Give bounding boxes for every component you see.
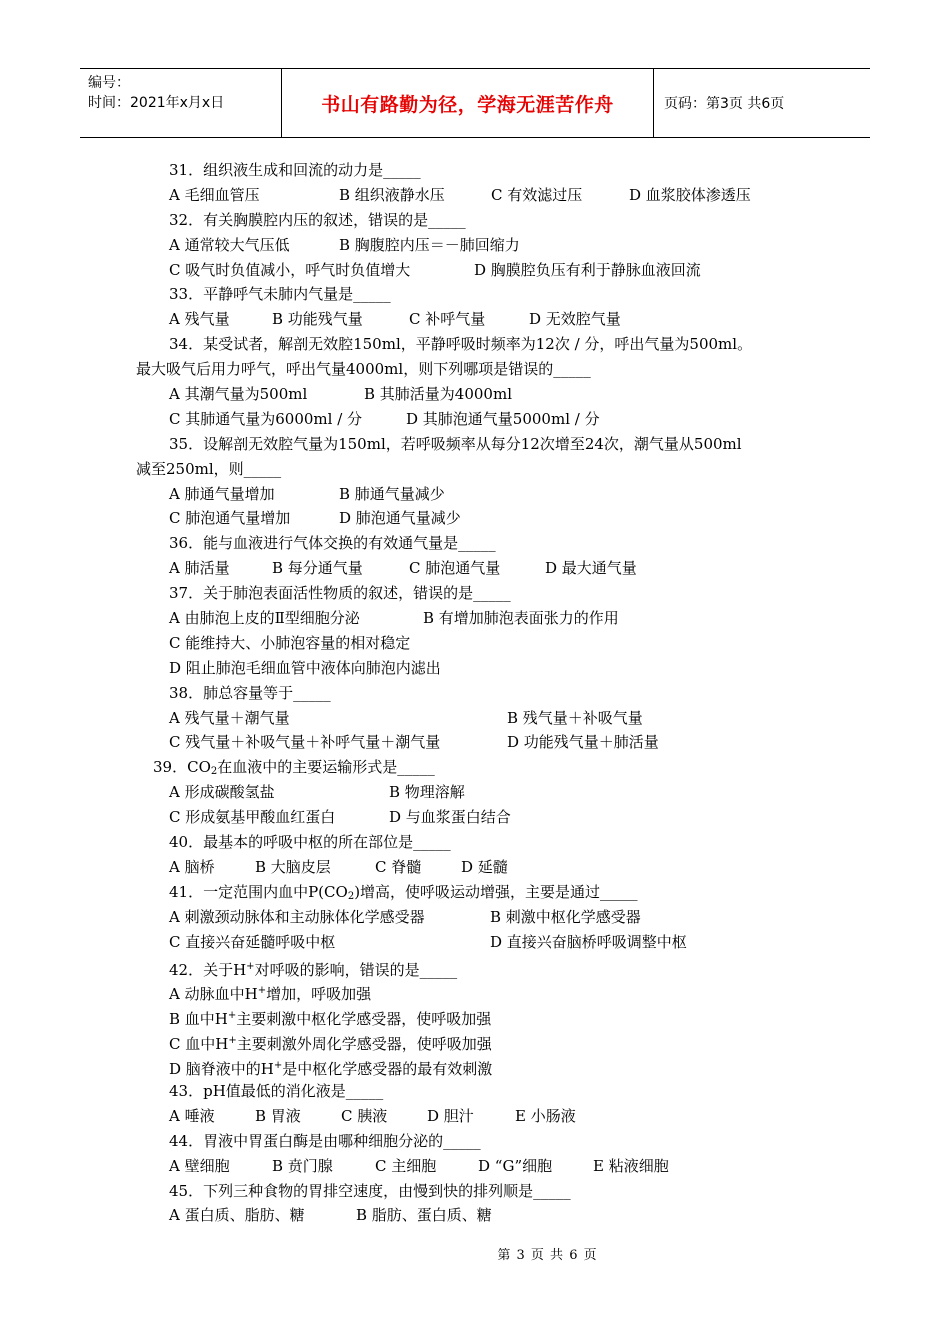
question-line — [136, 581, 826, 606]
answer-option: B 物理溶解 — [389, 783, 465, 802]
text-segment: 45．下列三种食物的胃排空速度，由慢到快的排列顺是_____ — [169, 1181, 571, 1200]
text-segment: C 肺泡通气量增加 — [169, 509, 291, 528]
line-text — [169, 961, 457, 979]
option-line — [136, 183, 826, 208]
text-segment: 41．一定范围内血中P(CO — [169, 882, 348, 901]
option-line — [136, 979, 826, 1004]
question-line — [136, 955, 826, 980]
text-segment: A 残气量 — [169, 310, 230, 329]
line-text — [169, 1060, 492, 1078]
line-text — [169, 609, 360, 627]
text-segment: 主要刺激中枢化学感受器，使呼吸加强 — [236, 1010, 492, 1029]
text-segment: A 脑桥 — [169, 857, 215, 876]
answer-option: D 血浆胶体渗透压 — [629, 185, 751, 204]
text-segment: C 吸气时负值减小，呼气时负值增大 — [169, 260, 411, 279]
option-line — [136, 805, 826, 830]
text-segment: A 由肺泡上皮的Ⅱ型细胞分泌 — [169, 609, 360, 628]
text-segment: D 阻止肺泡毛细血管中液体向肺泡内滤出 — [169, 658, 441, 677]
header-motto: 书山有路勤为径，学海无涯苦作舟 — [282, 69, 654, 137]
option-line — [136, 706, 826, 731]
option-line — [136, 656, 826, 681]
question-line — [136, 1079, 826, 1104]
answer-option: D 其肺泡通气量5000ml / 分 — [406, 409, 600, 428]
question-line — [136, 457, 826, 482]
option-line — [136, 855, 826, 880]
line-text — [169, 1035, 492, 1053]
answer-option: D 与血浆蛋白结合 — [389, 808, 511, 827]
text-segment: 对呼吸的影响，错误的是_____ — [254, 960, 458, 979]
line-text — [169, 908, 425, 926]
text-segment: 40．最基本的呼吸中枢的所在部位是_____ — [169, 833, 451, 852]
superscript: + — [227, 1010, 237, 1022]
option-line — [136, 606, 826, 631]
answer-option: B 胃液 — [255, 1106, 301, 1125]
text-segment: 最大吸气后用力呼气，呼出气量4000ml，则下列哪项是错误的_____ — [136, 360, 591, 379]
text-segment: 32．有关胸膜腔内压的叙述，错误的是_____ — [169, 210, 466, 229]
line-text — [169, 261, 410, 279]
answer-option: B 贲门腺 — [272, 1156, 333, 1175]
option-line — [136, 1029, 826, 1054]
document-date: 时间：2021年x月x日 — [88, 95, 225, 111]
answer-option: C 补呼气量 — [409, 310, 486, 329]
text-segment: 是中枢化学感受器的最有效刺激 — [282, 1060, 493, 1079]
text-segment: C 能维持大、小肺泡容量的相对稳定 — [169, 633, 411, 652]
text-segment: A 肺通气量增加 — [169, 484, 275, 503]
question-list — [136, 158, 826, 1228]
line-text — [169, 211, 466, 229]
answer-option: B 残气量＋补吸气量 — [507, 708, 643, 727]
text-segment: D 脑脊液中的H — [169, 1060, 274, 1079]
header-meta — [80, 69, 282, 137]
question-line — [136, 432, 826, 457]
option-line — [136, 382, 826, 407]
answer-option: B 组织液静水压 — [339, 185, 445, 204]
document-number: 编号： — [88, 75, 130, 91]
line-text — [169, 733, 440, 751]
text-segment: A 刺激颈动脉体和主动脉体化学感受器 — [169, 907, 425, 926]
line-text — [169, 933, 335, 951]
line-text — [169, 161, 421, 179]
line-text — [169, 833, 451, 851]
question-line — [136, 158, 826, 183]
text-segment: 38．肺总容量等于_____ — [169, 683, 331, 702]
option-line — [136, 1004, 826, 1029]
text-segment: C 直接兴奋延髓呼吸中枢 — [169, 932, 336, 951]
text-segment: 37．关于肺泡表面活性物质的叙述，错误的是_____ — [169, 584, 511, 603]
text-segment: C 其肺通气量为6000ml / 分 — [169, 409, 363, 428]
line-text — [169, 410, 362, 428]
answer-option: C 肺泡通气量 — [409, 559, 501, 578]
answer-option: D 功能残气量＋肺活量 — [507, 733, 659, 752]
text-segment: 在血液中的主要运输形式是_____ — [217, 758, 435, 777]
text-segment: A 肺活量 — [169, 559, 230, 578]
question-line — [136, 208, 826, 233]
option-line — [136, 1154, 826, 1179]
line-text — [169, 659, 441, 677]
answer-option: C 有效滤过压 — [491, 185, 583, 204]
line-text — [169, 236, 290, 254]
answer-option: C 胰液 — [341, 1106, 388, 1125]
text-segment: A 蛋白质、脂肪、糖 — [169, 1206, 305, 1225]
line-text — [169, 385, 307, 403]
text-segment: 39．CO — [153, 758, 211, 777]
line-text — [169, 985, 371, 1003]
option-line — [136, 1104, 826, 1129]
answer-option: C 主细胞 — [375, 1156, 437, 1175]
answer-option: D 肺泡通气量减少 — [339, 509, 461, 528]
line-text — [169, 858, 215, 876]
line-text — [169, 485, 275, 503]
answer-option: E 粘液细胞 — [593, 1156, 669, 1175]
option-line — [136, 730, 826, 755]
option-line — [136, 482, 826, 507]
line-text — [169, 559, 230, 577]
answer-option: D 无效腔气量 — [529, 310, 621, 329]
line-text — [169, 534, 496, 552]
line-text — [169, 186, 260, 204]
text-segment: A 通常较大气压低 — [169, 235, 290, 254]
superscript: + — [257, 985, 267, 997]
question-line — [136, 332, 826, 357]
line-text — [136, 360, 591, 378]
option-line — [136, 258, 826, 283]
line-text — [169, 1182, 571, 1200]
question-line — [136, 830, 826, 855]
line-text — [169, 1206, 305, 1224]
option-line — [136, 556, 826, 581]
text-segment: C 形成氨基甲酸血红蛋白 — [169, 808, 336, 827]
answer-option: B 其肺活量为4000ml — [364, 385, 512, 404]
text-segment: A 动脉血中H — [169, 985, 258, 1004]
answer-option: C 脊髓 — [375, 857, 422, 876]
answer-option: D 直接兴奋脑桥呼吸调整中枢 — [490, 932, 687, 951]
header-page-info: 页码：第3页 共6页 — [664, 96, 785, 112]
page-footer: 第 3 页 共 6 页 — [497, 1248, 598, 1263]
question-line — [136, 681, 826, 706]
text-segment: 36．能与血液进行气体交换的有效通气量是_____ — [169, 534, 496, 553]
line-text — [169, 783, 275, 801]
answer-option: B 肺通气量减少 — [339, 484, 445, 503]
question-line — [136, 357, 826, 382]
text-segment: A 残气量＋潮气量 — [169, 708, 290, 727]
answer-option: B 胸腹腔内压＝－肺回缩力 — [339, 235, 520, 254]
answer-option: D 最大通气量 — [545, 559, 637, 578]
option-line — [136, 930, 826, 955]
answer-option: B 脂肪、蛋白质、糖 — [356, 1206, 492, 1225]
line-text — [169, 335, 752, 353]
answer-option: D 胸膜腔负压有利于静脉血液回流 — [474, 260, 701, 279]
question-line — [136, 1179, 826, 1204]
text-segment: C 血中H — [169, 1035, 229, 1054]
line-text — [169, 509, 290, 527]
line-text — [169, 634, 410, 652]
line-text — [169, 1010, 491, 1028]
question-line — [136, 1129, 826, 1154]
answer-option: D 延髓 — [461, 857, 508, 876]
text-segment: 主要刺激外周化学感受器，使呼吸加强 — [236, 1035, 492, 1054]
text-segment: 增加，呼吸加强 — [266, 985, 372, 1004]
question-line — [136, 755, 826, 780]
answer-option: B 功能残气量 — [272, 310, 363, 329]
text-segment: A 毛细血管压 — [169, 185, 260, 204]
answer-option: B 刺激中枢化学感受器 — [490, 907, 641, 926]
superscript: + — [228, 1035, 237, 1047]
question-line — [136, 282, 826, 307]
text-segment: C 残气量＋补吸气量＋补呼气量＋潮气量 — [169, 733, 441, 752]
text-segment: 35．设解剖无效腔气量为150ml，若呼吸频率从每分12次增至24次，潮气量从500ml — [169, 434, 742, 453]
question-line — [136, 531, 826, 556]
line-text — [169, 1082, 383, 1100]
text-segment: 42．关于H — [169, 960, 247, 979]
option-line — [136, 1054, 826, 1079]
line-text — [169, 1107, 215, 1125]
text-segment: )增高，使呼吸运动增强，主要是通过_____ — [354, 882, 638, 901]
text-segment: B 血中H — [169, 1010, 228, 1029]
option-line — [136, 905, 826, 930]
line-text — [169, 808, 335, 826]
text-segment: 减至250ml，则_____ — [136, 459, 282, 478]
option-line — [136, 780, 826, 805]
option-line — [136, 1203, 826, 1228]
text-segment: 44．胃液中胃蛋白酶是由哪种细胞分泌的_____ — [169, 1131, 481, 1150]
answer-option: D “G”细胞 — [478, 1156, 553, 1175]
superscript: + — [273, 1060, 283, 1072]
line-text — [169, 310, 230, 328]
superscript: + — [246, 960, 255, 972]
answer-option: D 胆汁 — [427, 1106, 474, 1125]
line-text — [169, 709, 290, 727]
line-text — [169, 285, 391, 303]
line-text — [169, 684, 331, 702]
page-header — [80, 68, 870, 138]
line-text — [169, 584, 511, 602]
text-segment: 33．平静呼气未肺内气量是_____ — [169, 285, 391, 304]
answer-option: E 小肠液 — [515, 1106, 576, 1125]
question-line — [136, 880, 826, 905]
subscript: 2 — [347, 890, 355, 902]
text-segment: 34．某受试者，解剖无效腔150ml，平静呼吸时频率为12次 / 分，呼出气量为500ml。 — [169, 335, 753, 354]
answer-option: B 每分通气量 — [272, 559, 363, 578]
option-line — [136, 233, 826, 258]
line-text — [169, 435, 742, 453]
text-segment: A 其潮气量为500ml — [169, 385, 308, 404]
text-segment: A 壁细胞 — [169, 1156, 230, 1175]
option-line — [136, 506, 826, 531]
line-text — [153, 758, 435, 776]
line-text — [136, 460, 281, 478]
option-line — [136, 307, 826, 332]
subscript: 2 — [210, 766, 218, 778]
option-line — [136, 631, 826, 656]
answer-option: B 有增加肺泡表面张力的作用 — [423, 609, 619, 628]
text-segment: A 形成碳酸氢盐 — [169, 783, 275, 802]
text-segment: 31．组织液生成和回流的动力是_____ — [169, 161, 421, 179]
line-text — [169, 1132, 481, 1150]
answer-option: B 大脑皮层 — [255, 857, 331, 876]
line-text — [169, 883, 638, 901]
line-text — [169, 1157, 230, 1175]
option-line — [136, 407, 826, 432]
text-segment: A 唾液 — [169, 1106, 215, 1125]
text-segment: 43．pH值最低的消化液是_____ — [169, 1081, 384, 1100]
